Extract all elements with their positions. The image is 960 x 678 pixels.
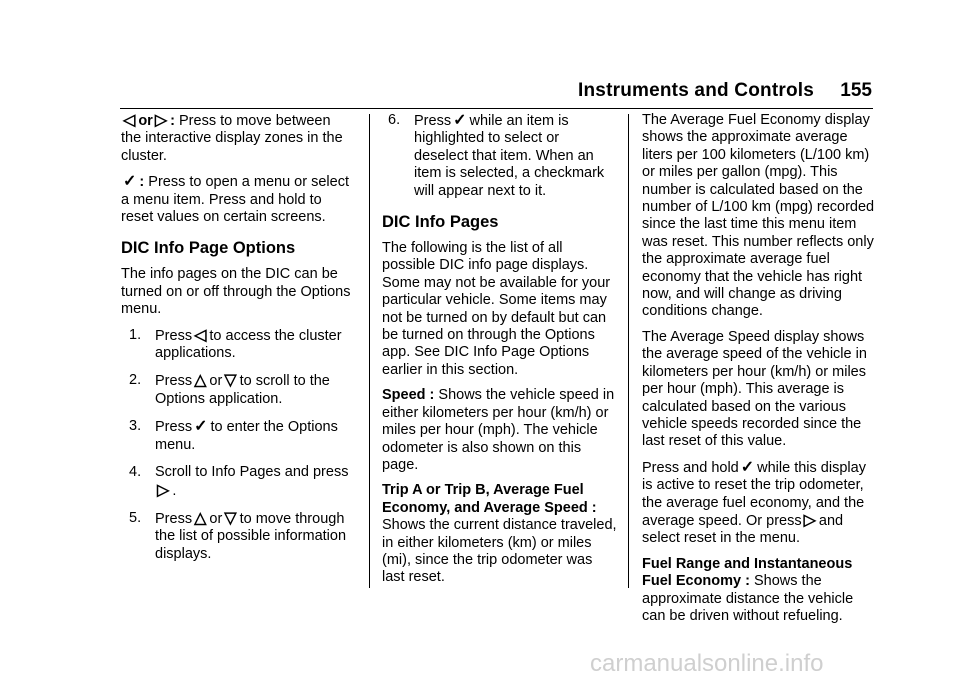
step-5: 5. Press △ or ▽ to move through the list of possible information displays.: [129, 509, 347, 562]
heading-info-page-options: DIC Info Page Options: [121, 239, 296, 258]
options-steps: [121, 327, 353, 563]
select-paragraph: ✓ : Press to open a menu or select a menu item. Press and hold to reset values on certain screens.: [121, 173, 349, 226]
check-icon: ✓: [453, 112, 467, 129]
step-4: 4. Scroll to Info Pages and press▷ .: [129, 464, 349, 499]
watermark: carmanualsonline.info: [590, 650, 824, 677]
step-3: 3. Press ✓ to enter the Options menu.: [129, 418, 338, 453]
nav-left-right-paragraph: ◁ or ▷ : Press to move between the interactive display zones in the cluster.: [121, 112, 343, 164]
check-icon: ✓: [123, 173, 137, 191]
info-pages-intro: The following is the list of all possible DIC info page displays. Some may not be available for your particular vehicle. Some items may not be turned on by default but can be turned on through the Options app. See DIC Info Page Options earlier in this section.: [382, 240, 611, 378]
section-title: Instruments and Controls: [578, 80, 814, 101]
up-arrow-icon: △: [194, 509, 207, 527]
column-divider-1: [369, 114, 370, 588]
column-1: [121, 112, 353, 573]
right-arrow-icon: ▷: [154, 112, 168, 129]
left-arrow-icon: ◁: [123, 112, 136, 129]
right-arrow-icon: ▷: [803, 511, 816, 529]
step-6: 6. Press ✓ while an item is highlighted to select or deselect that item. When an item is selected, a checkmark will appear next to it.: [388, 112, 605, 199]
step-2: 2. Press △ or ▽ to scroll to the Options application.: [129, 372, 330, 407]
column-2: [382, 112, 617, 595]
heading-info-pages: DIC Info Pages: [382, 213, 499, 232]
avg-speed-paragraph: The Average Speed display shows the average speed of the vehicle in kilometers per hour (km/h) or miles per hour (mph). This average is calculated based on the various vehicle speeds recorded since the last reset of this value.: [642, 328, 867, 450]
options-intro: The info pages on the DIC can be turned on or off through the Options menu.: [121, 266, 351, 318]
speed-paragraph: Speed : Shows the vehicle speed in either kilometers per hour (km/h) or miles per hour (mph). The vehicle odometer is also shown on this page.: [382, 387, 615, 473]
page-number: 155: [840, 80, 872, 101]
up-arrow-icon: △: [194, 372, 207, 390]
trip-paragraph: Trip A or Trip B, Average Fuel Economy, and Average Speed : Shows the current distance traveled, in either kilometers (km) or miles (mi), since the trip odometer was last reset.: [382, 482, 617, 586]
right-arrow-icon: ▷: [157, 481, 170, 499]
header-rule: [120, 108, 873, 109]
left-arrow-icon: ◁: [194, 326, 207, 344]
reset-paragraph: Press and hold ✓ while this display is active to reset the trip odometer, the average fuel economy, and the average speed. Or press ▷ and select reset in the menu.: [642, 458, 866, 547]
check-icon: ✓: [194, 418, 208, 436]
page-header: [0, 80, 960, 110]
step-1: 1. Press ◁ to access the cluster applications.: [129, 326, 342, 362]
down-arrow-icon: ▽: [224, 372, 237, 390]
fuel-range-paragraph: Fuel Range and Instantaneous Fuel Economy : Shows the approximate distance the vehicle can be driven without refueling.: [642, 555, 854, 624]
down-arrow-icon: ▽: [224, 509, 237, 527]
avg-fuel-paragraph: The Average Fuel Economy display shows the approximate average liters per 100 kilometers (L/100 km) or miles per gallon (mpg). This number is calculated based on the number of L/100 km (mpg) recorded since the last time this menu item was reset. This number reflects only the approximate average fuel economy that the vehicle has right now, and will change as driving conditions change.: [642, 112, 875, 320]
column-divider-2: [628, 114, 629, 588]
column-3: [642, 112, 877, 633]
check-icon: ✓: [740, 458, 755, 476]
